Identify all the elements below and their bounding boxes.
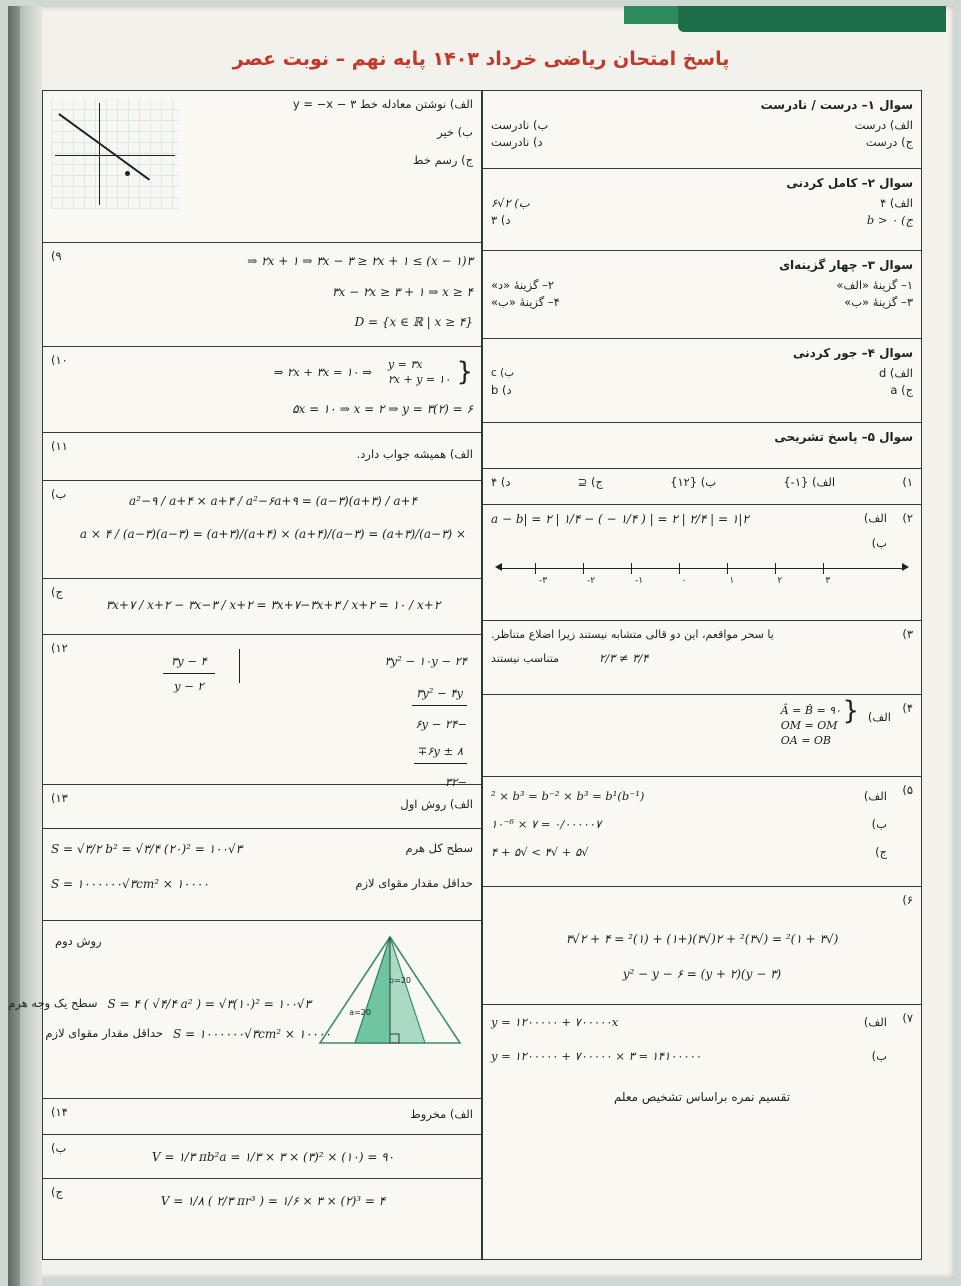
answer-block-q3: [483, 251, 921, 339]
q5-1-c: ج) ⊆: [577, 475, 603, 489]
svg-text:a=20: a=20: [349, 1008, 371, 1017]
q5-4-label: الف): [867, 710, 891, 724]
pyramid-figure: [315, 931, 465, 1051]
q10-sys-2: ۲x + y = ۱۰: [387, 372, 451, 386]
q5-3-text: یا سحر مواقعم، این دو قالی متشابه نیستند زیرا اضلاع متناظر.: [491, 628, 774, 642]
q5-2-math: ۲|a − b| = ۲ | ۱/۴ − ( − ۱/۴ ) | = ۲ | ۲/۴ | = ۱: [491, 512, 749, 526]
numline-label-2: ۱-: [635, 576, 644, 587]
q8-c: ج) رسم خط: [412, 152, 473, 167]
page-spine-dark: [8, 6, 20, 1286]
q13-label-1: سطح کل هرم: [405, 841, 473, 856]
q13-math-4: ۱۰۰۰۰ × S = ۱۰۰۰۰۰۰√۳cm²: [173, 1027, 331, 1041]
q14-b-label: ب): [51, 1141, 67, 1155]
q2-heading: سوال ۲– کامل کردنی: [786, 176, 913, 190]
page-title: پاسخ امتحان ریاضی خرداد ۱۴۰۳ پایه نهم – نوبت عصر: [232, 48, 730, 70]
line-graph: [51, 99, 179, 209]
q9-line-1: ۳(x − ۱) ≥ ۲x + ۱ ⇒ ۳x − ۳ ≥ ۲x + ۱ ⇒: [247, 254, 473, 268]
q12-work: [385, 653, 467, 792]
q13-row-2: [51, 875, 473, 894]
numline-label-4: ۱: [729, 576, 735, 587]
q5-5-row-2: [491, 816, 913, 834]
q13-math-1: S = √۳/۲ b² = √۳/۴ (۲۰)² = ۱۰۰√۳: [51, 842, 243, 856]
answer-block-q12: [43, 635, 481, 790]
q12-quotient: y − ۲: [174, 678, 204, 693]
q5-5-label-b: ب): [871, 816, 887, 831]
exam-answer-sheet: [8, 6, 954, 1278]
q5-4-tag: ۴): [902, 701, 913, 715]
q14-c-math: V = ۱/۸ ( ۲/۳ πr³ ) = ۱/۶ × ۳ × (۲)³ = ۴: [160, 1194, 386, 1208]
q3-heading: سوال ۳– چهار گزینه‌ای: [779, 258, 913, 272]
q9-line-3: D = {x ∈ ℝ | x ≥ ۴}: [354, 315, 473, 330]
q3-3: ۳– گزینهٔ «ب»: [844, 295, 913, 310]
q5-6-line-2: y² − y − ۶ = (y + ۲)(y − ۳): [622, 966, 782, 981]
q14-b-math: V = ۱/۳ πb²a = ۱/۳ × ۳ × (۳)² × (۱۰) = ۹۰: [151, 1150, 395, 1164]
number-line: [495, 556, 909, 590]
q5-6-line-1: (√۳ + ۱)² = (√۳)² + ۲(√۳)(+۱) + (۱)² = ۴ + ۲√۳: [565, 932, 839, 946]
q12-divisor: ۳y − ۴: [163, 653, 215, 674]
q5-1-d: د) ۴: [491, 475, 511, 489]
q5-2-main: [491, 510, 913, 529]
numline-label-6: ۳: [825, 576, 831, 587]
answer-block-q10: [43, 347, 481, 433]
q8-title: الف) نوشتن معادله خط y = −x − ۳: [292, 97, 473, 111]
answer-block-q13-m1: [43, 829, 481, 921]
q13-label-2: حداقل مقدار مقوای لازم: [355, 875, 473, 890]
q5-7-label-b: ب): [871, 1048, 887, 1063]
q10-line-1: ⇒ ۲x + ۳x = ۱۰ ⇒: [273, 364, 372, 379]
q5-4-lines: [781, 704, 841, 749]
left-answer-column: [8, 90, 482, 1260]
answers-grid: [8, 90, 922, 1260]
q5-3-row: [491, 626, 913, 644]
q14-tag: ۱۴): [51, 1105, 68, 1119]
q10-system: { y = ۳x ۲x + y = ۱۰ ⇒ ۲x + ۳x = ۱۰ ⇒: [273, 357, 473, 388]
q5-4-line-2: OM = OM: [780, 718, 838, 732]
q3-row-1: [491, 277, 913, 295]
q13-tag: ۱۳): [51, 791, 68, 805]
q11-c-line: ۳x+۷ / x+۲ − ۳x−۳ / x+۲ = ۳x+۷−۳x+۳ / x+۲ = ۱۰ / x+۲: [105, 598, 441, 612]
answer-block-q5-6: [483, 887, 921, 1005]
q2-c: ج) ۰ < b: [866, 213, 913, 228]
q5-1-a: الف) {۱-}: [783, 475, 836, 489]
q12-step-1: ۳y² − ۴y: [412, 685, 467, 706]
q5-7-tag: ۷): [902, 1011, 913, 1025]
answer-block-q5-2: [483, 505, 921, 621]
q5-7-row-1: [491, 1014, 913, 1032]
answer-block-q1: [483, 91, 921, 169]
q5-7-footer: تقسیم نمره براساس تشخیص معلم: [613, 1089, 791, 1104]
q2-d: د) ۳: [491, 213, 511, 228]
q12-step-3: ∓۶y ± ۸: [414, 743, 467, 764]
answer-block-q5-1: [483, 469, 921, 505]
q5-3-subtext: متناسب نیستند: [491, 652, 560, 666]
q5-5-label-a: الف): [863, 789, 887, 803]
q3-row-2: [491, 294, 913, 312]
q13-label-4: حداقل مقدار مقوای لازم: [45, 1026, 164, 1041]
q11-b-line-2: × a × ۴ / (a−۳)(a−۳) = (a+۳)/(a+۴) × (a+۴)/(a−۳) = (a+۳)/(a−۳): [79, 526, 467, 541]
q13-row-1: [51, 840, 473, 859]
q5-2-tag: ۲): [902, 511, 913, 525]
q2-row-2: [491, 212, 913, 230]
answer-block-q5-4: [483, 695, 921, 777]
q2-a: الف) ۴: [880, 195, 913, 210]
q9-line-2: ۳x − ۲x ≥ ۳ + ۱ ⇒ x ≥ ۴: [332, 284, 473, 299]
q5-3-math: ۳/۴ ≠ ۲/۳: [599, 650, 649, 665]
q1-row-1: [491, 117, 913, 135]
q2-row-1: [491, 195, 913, 213]
q5-7-math-b: y = ۱۲۰۰۰۰۰ + ۷۰۰۰۰۰ × ۳ = ۱۴۱۰۰۰۰۰: [491, 1048, 702, 1063]
q4-d: د) b: [491, 383, 512, 398]
q5-5-tag: ۵): [902, 783, 913, 797]
answer-block-q9: [43, 243, 481, 347]
answer-block-q11-b: [43, 481, 481, 579]
q5-5-label-c: ج): [875, 844, 887, 859]
q10-tag: ۱۰): [51, 353, 68, 367]
q2-b: ب) ۲√۶: [491, 195, 530, 210]
q5-4-brace: {: [842, 696, 859, 726]
q10-sys-1: y = ۳x: [387, 358, 423, 371]
q9-tag: ۹): [51, 249, 62, 263]
answer-block-q4: [483, 339, 921, 423]
q3-2: ۲– گزینهٔ «د»: [491, 277, 555, 292]
numline-label-5: ۲: [777, 576, 783, 587]
numline-label-3: ۰: [681, 576, 687, 587]
q5-1-tag: ۱): [902, 475, 913, 489]
q5-7-row-2: [491, 1048, 913, 1066]
q12-dividend: ۳y² − ۱۰y − ۲۴: [384, 654, 467, 668]
q5-5-row-1: [491, 788, 913, 806]
green-binding-strip: [678, 6, 946, 32]
svg-text:b=20: b=20: [389, 976, 411, 985]
answer-block-q14-head: [43, 1099, 481, 1135]
q11-b-label: ب): [51, 487, 67, 501]
q3-1: ۱– گزینهٔ «الف»: [836, 277, 913, 292]
q13-second-title: روش دوم: [55, 934, 102, 948]
q5-4-line-1: Â = B̂ = ۹۰: [780, 704, 841, 717]
q13-alef: الف) روش اول: [400, 797, 473, 811]
q4-heading: سوال ۴– جور کردنی: [792, 346, 913, 360]
q5-2-label: الف): [863, 511, 887, 526]
answer-block-q2: [483, 169, 921, 251]
q4-a: الف) d: [878, 365, 913, 380]
q4-c: ج) a: [890, 383, 913, 398]
numline-label-0: ۳-: [539, 576, 548, 587]
q1-heading: سوال ۱– درست / نادرست: [760, 98, 913, 112]
q5-heading: سوال ۵– پاسخ تشریحی: [774, 430, 913, 444]
answer-block-q14-c: [43, 1179, 481, 1223]
q8-b: ب) خیر: [437, 124, 473, 139]
q5-3-sub: [491, 650, 913, 668]
q5-7-label-a: الف): [863, 1015, 887, 1029]
green-binding-strip-2: [624, 6, 678, 24]
q13-row-4: [45, 1025, 331, 1044]
q11-tag: ۱۱): [51, 439, 68, 453]
q13-label-3: سطح یک وجه هرم: [8, 996, 98, 1011]
q5-1-b: ب) {۱۲}: [670, 475, 717, 489]
q14-c-label: ج): [51, 1185, 63, 1199]
answer-block-q13-m2: [8, 921, 481, 1099]
q11-b-line-1: a²−۹ / a+۴ × a+۴ / a²−۶a+۹ = (a−۳)(a+۳) / a+۴: [129, 494, 417, 508]
q5-1-row: [491, 474, 913, 492]
q4-row-2: [491, 382, 913, 400]
q14-alef: الف) مخروط: [410, 1107, 473, 1121]
q4-b: ب) c: [491, 367, 515, 380]
q1-d: د) نادرست: [491, 135, 543, 150]
q5-2-sub-label: ب): [871, 535, 887, 550]
answer-block-q11-c: [43, 579, 481, 635]
q13-row-3: [8, 995, 311, 1014]
q12-step-4: −۳۲: [445, 775, 467, 790]
answer-block-q13-head: [43, 785, 481, 829]
answer-block-q5-5: [483, 777, 921, 887]
q5-5-math-b: ۰/۰۰۰۰۰۷ = ۷ × ۱۰⁻⁶: [491, 816, 602, 831]
answer-block-q5-7: [483, 1005, 921, 1145]
q5-6-tag: ۶): [902, 893, 913, 907]
q13-math-3: S = ۴ ( √۴/۴ a² ) = √۳(۱۰)² = ۱۰۰√۳: [107, 997, 311, 1011]
q5-7-math-a: y = ۱۲۰۰۰۰۰ + ۷۰۰۰۰۰x: [491, 1015, 619, 1029]
q1-c: ج) درست: [865, 135, 913, 150]
q10-line-2: ۵x = ۱۰ ⇒ x = ۲ ⇒ y = ۳(۲) = ۶: [292, 401, 473, 416]
q4-row-1: [491, 365, 913, 383]
q11-alef: الف) همیشه جواب دارد.: [356, 447, 473, 461]
answer-block-q11-a: [43, 433, 481, 481]
q1-b: ب) نادرست: [491, 117, 549, 132]
answer-block-q5-3: [483, 621, 921, 695]
q12-step-2: −۶y − ۲۴: [415, 716, 467, 731]
q3-4: ۴– گزینهٔ «ب»: [491, 295, 560, 310]
q5-5-math-a: (b⁻¹)² × b³ = b⁻² × b³ = b¹: [491, 789, 645, 803]
q5-3-tag: ۳): [902, 627, 913, 641]
q5-5-row-3: [491, 844, 913, 862]
q13-math-2: ۱۰۰۰۰ × S = ۱۰۰۰۰۰۰√۳cm²: [51, 876, 209, 891]
q1-row-2: [491, 134, 913, 152]
right-answer-column: [482, 90, 922, 1260]
q5-4-line-3: OA = OB: [780, 733, 832, 747]
q1-a: الف) درست: [854, 117, 913, 132]
numline-label-1: ۲-: [587, 576, 596, 587]
q5-5-math-c: √۵ + √۴ > √۵ + ۴: [491, 844, 589, 859]
q11-c-label: ج): [51, 585, 63, 599]
q12-divisor-box: [163, 653, 215, 696]
answer-block-q14-b: [43, 1135, 481, 1179]
answer-block-q8: [43, 91, 481, 243]
q12-tag: ۱۲): [51, 641, 68, 655]
pyramid-svg: [315, 931, 465, 1051]
answer-block-q5-heading: [483, 423, 921, 469]
